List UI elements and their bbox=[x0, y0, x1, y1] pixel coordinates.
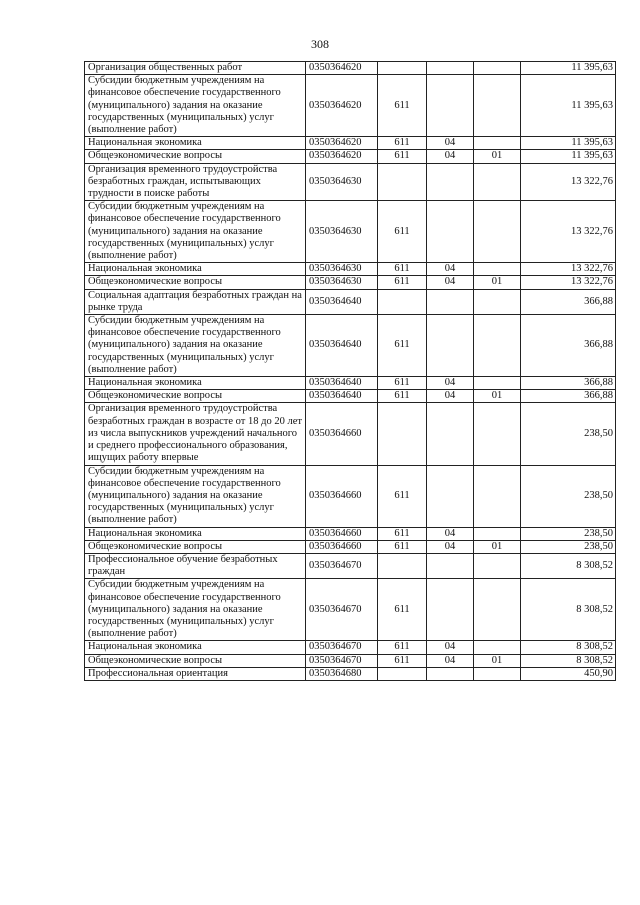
row-section: 04 bbox=[427, 641, 474, 654]
table-row bbox=[85, 377, 616, 390]
row-target-code: 0350364670 bbox=[306, 579, 378, 641]
row-amount: 11 395,63 bbox=[521, 137, 616, 150]
row-expense-type: 611 bbox=[378, 201, 427, 263]
row-section bbox=[427, 75, 474, 137]
row-target-code: 0350364680 bbox=[306, 667, 378, 680]
row-amount: 238,50 bbox=[521, 465, 616, 527]
row-section bbox=[427, 579, 474, 641]
row-subsection bbox=[474, 315, 521, 377]
budget-table bbox=[84, 61, 616, 681]
row-section: 04 bbox=[427, 377, 474, 390]
row-subsection bbox=[474, 403, 521, 465]
row-amount: 13 322,76 bbox=[521, 263, 616, 276]
row-name: Общеэкономические вопросы bbox=[85, 276, 306, 289]
row-name: Организация временного трудоустройства безработных граждан в возрасте от 18 до 20 лет из числа выпускников учреждений начального и среднего профессионального образования, ищущих работу впервые bbox=[85, 403, 306, 465]
row-section: 04 bbox=[427, 654, 474, 667]
row-target-code: 0350364660 bbox=[306, 527, 378, 540]
row-section bbox=[427, 403, 474, 465]
table-row bbox=[85, 163, 616, 201]
table-row bbox=[85, 390, 616, 403]
row-expense-type bbox=[378, 553, 427, 578]
row-section bbox=[427, 62, 474, 75]
table-row bbox=[85, 641, 616, 654]
row-name: Национальная экономика bbox=[85, 641, 306, 654]
row-expense-type: 611 bbox=[378, 390, 427, 403]
row-amount: 450,90 bbox=[521, 667, 616, 680]
row-section bbox=[427, 163, 474, 201]
row-name: Национальная экономика bbox=[85, 527, 306, 540]
row-target-code: 0350364640 bbox=[306, 377, 378, 390]
row-amount: 8 308,52 bbox=[521, 553, 616, 578]
row-expense-type: 611 bbox=[378, 641, 427, 654]
row-name: Организация общественных работ bbox=[85, 62, 306, 75]
row-expense-type: 611 bbox=[378, 377, 427, 390]
row-expense-type: 611 bbox=[378, 75, 427, 137]
table-row bbox=[85, 465, 616, 527]
row-expense-type bbox=[378, 289, 427, 314]
row-amount: 366,88 bbox=[521, 390, 616, 403]
row-name: Организация временного трудоустройства безработных граждан, испытывающих трудности в поиске работы bbox=[85, 163, 306, 201]
row-target-code: 0350364670 bbox=[306, 654, 378, 667]
row-amount: 8 308,52 bbox=[521, 641, 616, 654]
row-expense-type bbox=[378, 403, 427, 465]
row-target-code: 0350364670 bbox=[306, 641, 378, 654]
row-target-code: 0350364670 bbox=[306, 553, 378, 578]
row-subsection bbox=[474, 75, 521, 137]
row-amount: 238,50 bbox=[521, 527, 616, 540]
row-name: Профессиональная ориентация bbox=[85, 667, 306, 680]
row-section: 04 bbox=[427, 150, 474, 163]
row-expense-type: 611 bbox=[378, 654, 427, 667]
row-expense-type bbox=[378, 667, 427, 680]
table-row bbox=[85, 579, 616, 641]
row-section: 04 bbox=[427, 527, 474, 540]
row-amount: 366,88 bbox=[521, 377, 616, 390]
table-row bbox=[85, 527, 616, 540]
row-amount: 238,50 bbox=[521, 403, 616, 465]
row-name: Национальная экономика bbox=[85, 137, 306, 150]
row-expense-type: 611 bbox=[378, 150, 427, 163]
row-name: Общеэкономические вопросы bbox=[85, 390, 306, 403]
row-amount: 11 395,63 bbox=[521, 75, 616, 137]
row-section: 04 bbox=[427, 137, 474, 150]
row-target-code: 0350364630 bbox=[306, 276, 378, 289]
row-target-code: 0350364640 bbox=[306, 315, 378, 377]
row-target-code: 0350364630 bbox=[306, 201, 378, 263]
row-name: Общеэкономические вопросы bbox=[85, 150, 306, 163]
row-subsection bbox=[474, 527, 521, 540]
table-row bbox=[85, 62, 616, 75]
row-expense-type: 611 bbox=[378, 465, 427, 527]
row-section: 04 bbox=[427, 263, 474, 276]
row-name: Общеэкономические вопросы bbox=[85, 654, 306, 667]
row-target-code: 0350364660 bbox=[306, 540, 378, 553]
row-target-code: 0350364630 bbox=[306, 163, 378, 201]
row-subsection: 01 bbox=[474, 540, 521, 553]
row-section bbox=[427, 667, 474, 680]
row-name: Субсидии бюджетным учреждениям на финансовое обеспечение государственного (муниципального) задания на оказание государственных (муниципальных) услуг (выполнение работ) bbox=[85, 201, 306, 263]
row-section: 04 bbox=[427, 540, 474, 553]
row-amount: 238,50 bbox=[521, 540, 616, 553]
row-subsection bbox=[474, 62, 521, 75]
row-subsection bbox=[474, 667, 521, 680]
table-row bbox=[85, 315, 616, 377]
table-row bbox=[85, 654, 616, 667]
table-row bbox=[85, 137, 616, 150]
row-name: Общеэкономические вопросы bbox=[85, 540, 306, 553]
row-target-code: 0350364660 bbox=[306, 465, 378, 527]
row-target-code: 0350364620 bbox=[306, 62, 378, 75]
row-section: 04 bbox=[427, 390, 474, 403]
row-target-code: 0350364620 bbox=[306, 75, 378, 137]
row-subsection bbox=[474, 377, 521, 390]
row-subsection bbox=[474, 641, 521, 654]
row-target-code: 0350364630 bbox=[306, 263, 378, 276]
row-name: Субсидии бюджетным учреждениям на финансовое обеспечение государственного (муниципального) задания на оказание государственных (муниципальных) услуг (выполнение работ) bbox=[85, 75, 306, 137]
row-subsection bbox=[474, 289, 521, 314]
row-name: Национальная экономика bbox=[85, 263, 306, 276]
row-expense-type: 611 bbox=[378, 137, 427, 150]
row-section bbox=[427, 553, 474, 578]
row-expense-type bbox=[378, 163, 427, 201]
table-row bbox=[85, 150, 616, 163]
table-row bbox=[85, 667, 616, 680]
row-expense-type: 611 bbox=[378, 579, 427, 641]
row-amount: 8 308,52 bbox=[521, 654, 616, 667]
row-target-code: 0350364660 bbox=[306, 403, 378, 465]
row-name: Профессиональное обучение безработных граждан bbox=[85, 553, 306, 578]
row-amount: 366,88 bbox=[521, 289, 616, 314]
row-section bbox=[427, 201, 474, 263]
row-expense-type: 611 bbox=[378, 276, 427, 289]
row-name: Субсидии бюджетным учреждениям на финансовое обеспечение государственного (муниципального) задания на оказание государственных (муниципальных) услуг (выполнение работ) bbox=[85, 579, 306, 641]
row-subsection: 01 bbox=[474, 150, 521, 163]
row-subsection bbox=[474, 553, 521, 578]
row-amount: 11 395,63 bbox=[521, 62, 616, 75]
row-subsection bbox=[474, 137, 521, 150]
row-expense-type: 611 bbox=[378, 527, 427, 540]
row-amount: 11 395,63 bbox=[521, 150, 616, 163]
row-subsection bbox=[474, 263, 521, 276]
row-target-code: 0350364640 bbox=[306, 289, 378, 314]
row-target-code: 0350364620 bbox=[306, 137, 378, 150]
row-subsection bbox=[474, 201, 521, 263]
row-amount: 13 322,76 bbox=[521, 163, 616, 201]
row-name: Субсидии бюджетным учреждениям на финансовое обеспечение государственного (муниципального) задания на оказание государственных (муниципальных) услуг (выполнение работ) bbox=[85, 315, 306, 377]
table-row bbox=[85, 553, 616, 578]
row-name: Национальная экономика bbox=[85, 377, 306, 390]
row-section bbox=[427, 465, 474, 527]
row-subsection bbox=[474, 465, 521, 527]
row-name: Субсидии бюджетным учреждениям на финансовое обеспечение государственного (муниципального) задания на оказание государственных (муниципальных) услуг (выполнение работ) bbox=[85, 465, 306, 527]
row-expense-type: 611 bbox=[378, 540, 427, 553]
row-subsection bbox=[474, 163, 521, 201]
row-subsection: 01 bbox=[474, 390, 521, 403]
row-target-code: 0350364640 bbox=[306, 390, 378, 403]
table-row bbox=[85, 263, 616, 276]
row-amount: 13 322,76 bbox=[521, 201, 616, 263]
table-row bbox=[85, 201, 616, 263]
table-row bbox=[85, 540, 616, 553]
page-number: 308 bbox=[311, 37, 329, 51]
row-expense-type: 611 bbox=[378, 315, 427, 377]
row-section bbox=[427, 315, 474, 377]
table-row bbox=[85, 289, 616, 314]
row-section bbox=[427, 289, 474, 314]
row-expense-type bbox=[378, 62, 427, 75]
row-target-code: 0350364620 bbox=[306, 150, 378, 163]
table-row bbox=[85, 276, 616, 289]
row-name: Социальная адаптация безработных граждан на рынке труда bbox=[85, 289, 306, 314]
row-subsection: 01 bbox=[474, 654, 521, 667]
row-subsection: 01 bbox=[474, 276, 521, 289]
row-section: 04 bbox=[427, 276, 474, 289]
table-row bbox=[85, 403, 616, 465]
row-subsection bbox=[474, 579, 521, 641]
table-row bbox=[85, 75, 616, 137]
row-amount: 366,88 bbox=[521, 315, 616, 377]
row-amount: 13 322,76 bbox=[521, 276, 616, 289]
row-amount: 8 308,52 bbox=[521, 579, 616, 641]
budget-table-body bbox=[85, 62, 616, 681]
row-expense-type: 611 bbox=[378, 263, 427, 276]
